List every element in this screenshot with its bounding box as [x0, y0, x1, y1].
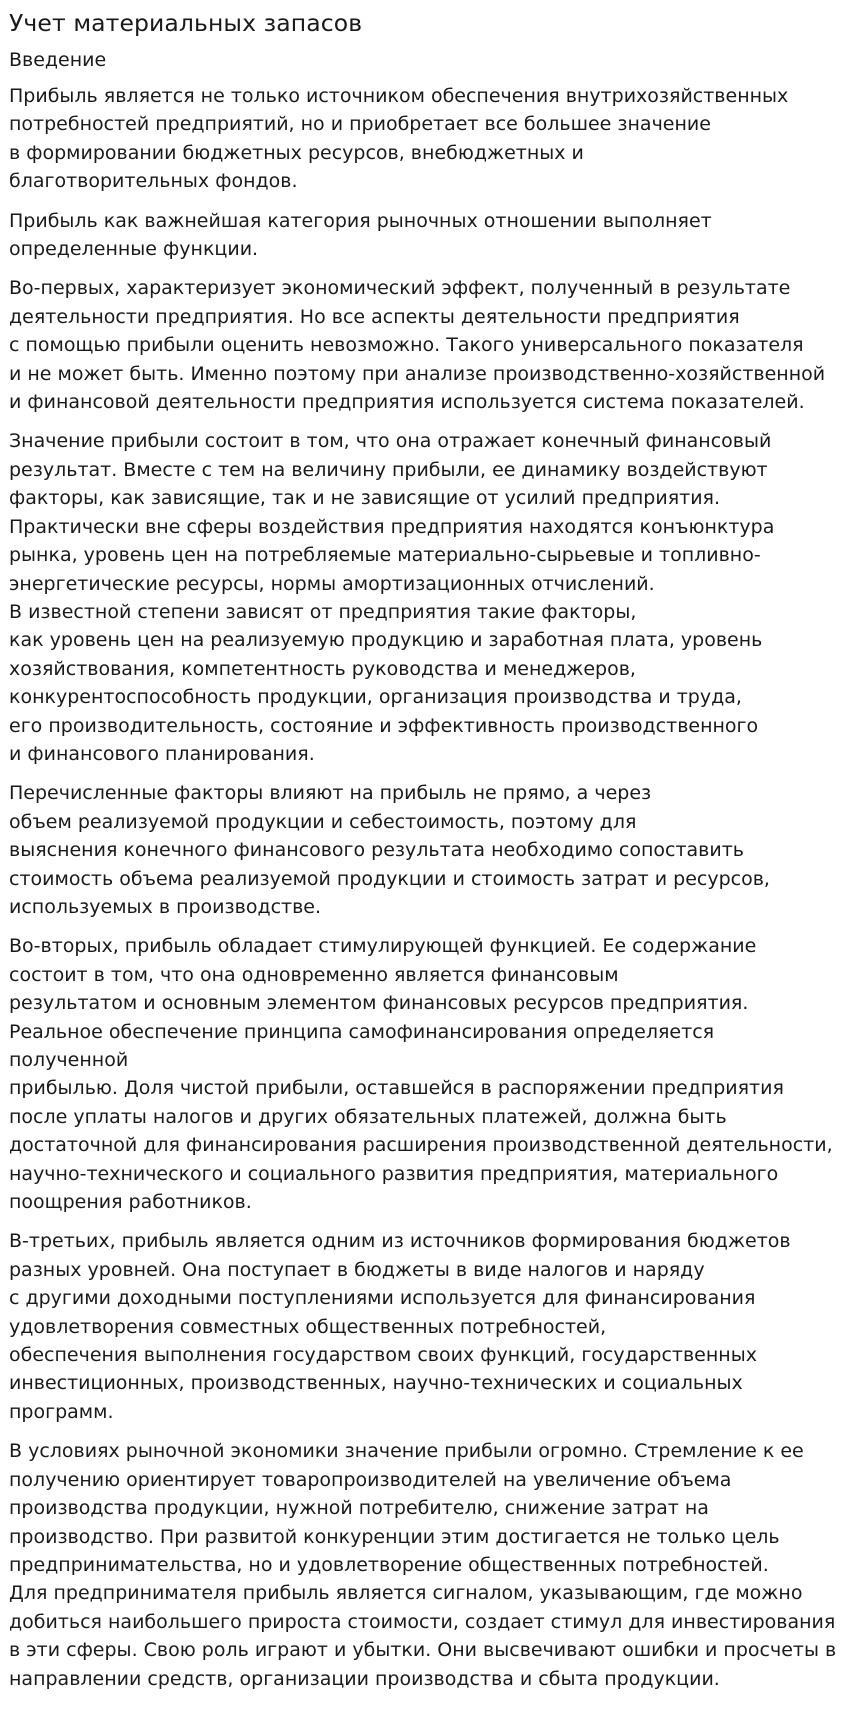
paragraph-6: Во-вторых, прибыль обладает стимулирующей функцией. Ее содержание состоит в том, что она одновременно является финансовым результатом и основным элементом финансовых ресурсов предприятия. Реальное обеспечение принципа самофинансирования определяется полученной прибылью. Доля чистой прибыли, оставшейся в распоряжении предприятия после уплаты налогов и других обязательных платежей, должна быть достаточной для финансирования расширения производственной деятельности, научно-технического и социального развития предприятия, материального поощрения работников.	[9, 935, 833, 1214]
paragraph-7: В-третьих, прибыль является одним из источников формирования бюджетов разных уровней. Она поступает в бюджеты в виде налогов и наряду с другими доходными поступлениями используется для финансирования удовлетворения совместных общественных потребностей, обеспечения выполнения государством своих функций, государственных инвестиционных, производственных, научно-технических и социальных программ.	[9, 1230, 791, 1423]
paragraph-8: В условиях рыночной экономики значение прибыли огромно. Стремление к ее получению ориентирует товаропроизводителей на увеличение объема производства продукции, нужной потребителю, снижение затрат на производство. При развитой конкуренции этим достигается не только цель предпринимательства, но и удовлетворение общественных потребностей. Для предпринимателя прибыль является сигналом, указывающим, где можно добиться наибольшего прироста стоимости, создает стимул для инвестирования в эти сферы. Свою роль играют и убытки. Они высвечивают ошибки и просчеты в направлении средств, организации производства и сбыта продукции.	[9, 1440, 837, 1690]
document-page	[9, 8, 839, 1704]
paragraph-1: Прибыль является не только источником обеспечения внутрихозяйственных потребностей предприятий, но и приобретает все большее значение в формировании бюджетных ресурсов, внебюджетных и благотворительных фондов.	[9, 85, 789, 193]
section-heading: Введение	[9, 49, 107, 71]
paragraph-3: Во-первых, характеризует экономический эффект, полученный в результате деятельности предприятия. Но все аспекты деятельности предприятия с помощью прибыли оценить невозможно. Такого универсального показателя и не может быть. Именно поэтому при анализе производственно-хозяйственной и финансовой деятельности предприятия используется система показателей.	[9, 277, 826, 414]
document-title: Учет материальных запасов	[9, 9, 363, 37]
paragraph-2: Прибыль как важнейшая категория рыночных отношении выполняет определенные функции.	[9, 209, 712, 261]
paragraph-5: Перечисленные факторы влияют на прибыль не прямо, а через объем реализуемой продукции и себестоимость, поэтому для выяснения конечного финансового результата необходимо сопоставить стоимость объема реализуемой продукции и стоимость затрат и ресурсов, используемых в производстве.	[9, 782, 770, 918]
paragraph-4: Значение прибыли состоит в том, что она отражает конечный финансовый результат. Вместе с тем на величину прибыли, ее динамику воздействуют факторы, как зависящие, так и не зависящие от усилий предприятия. Практически вне сферы воздействия предприятия находятся конъюнктура рынка, уровень цен на потребляемые материально-сырьевые и топливно- энергетические ресурсы, нормы амортизационных отчислений. В известной степени зависят от предприятия такие факторы, как уровень цен на реализуемую продукцию и заработная плата, уровень хозяйствования, компетентность руководства и менеджеров, конкурентоспособность продукции, организация производства и труда, его производительность, состояние и эффективность производственного и финансового планирования.	[9, 430, 775, 765]
